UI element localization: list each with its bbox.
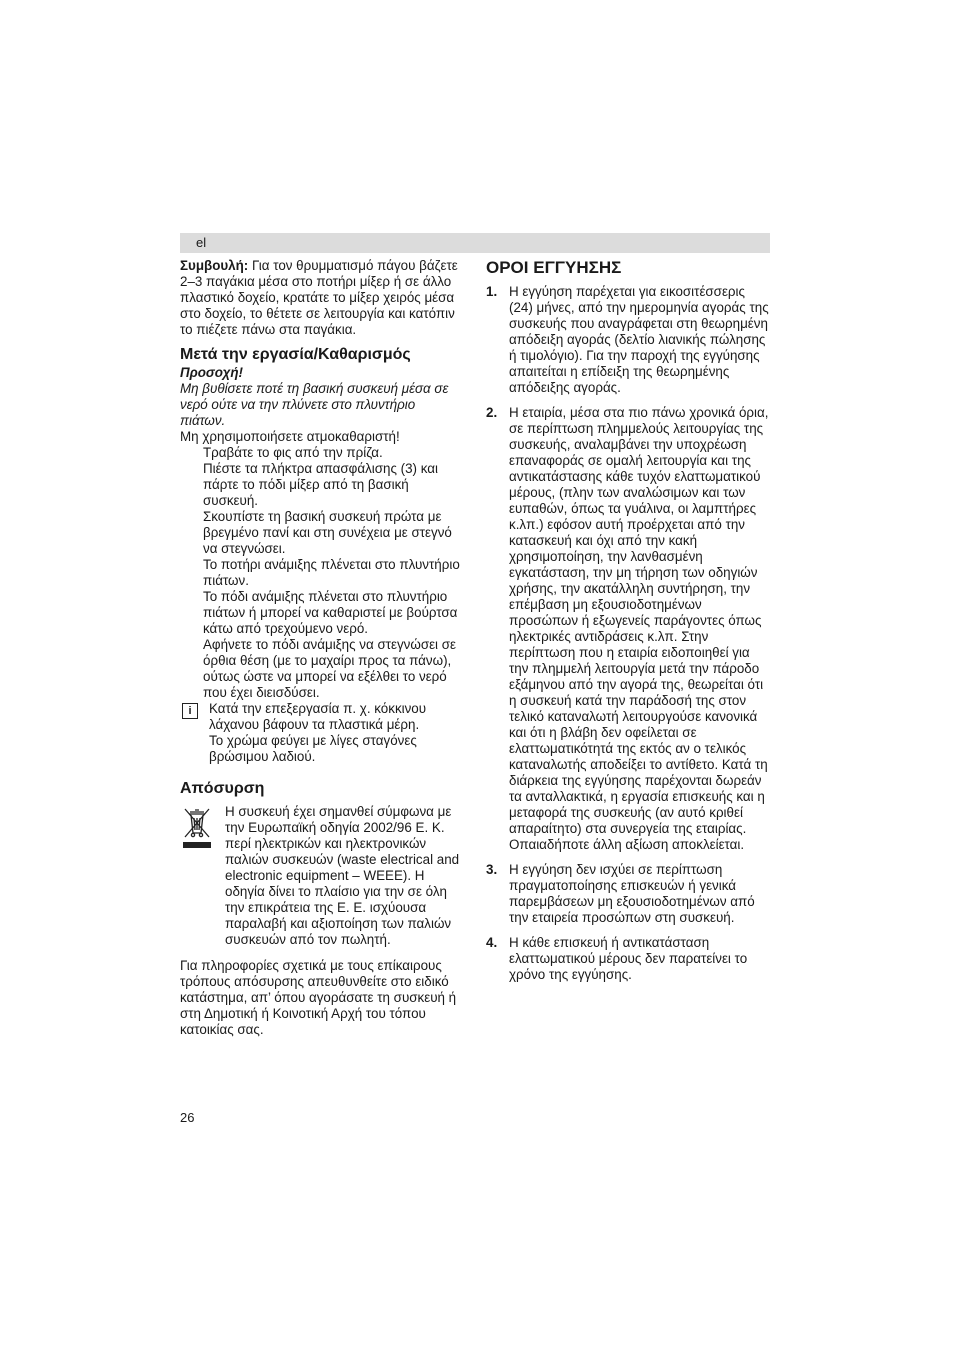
tip-text: Για τον θρυμματισμό πάγου βάζετε 2–3 παγάκια μέσα στο ποτήρι μίξερ ή σε άλλο πλαστικό δοχείο, κρατάτε το μίξερ χειρός μέσα στο δοχείο, το θέτετε σε λειτουργία και κατόπιν το πιέζετε πάνω στα παγάκια. xyxy=(180,258,458,337)
weee-note xyxy=(180,804,463,948)
item-number: 3. xyxy=(486,862,498,877)
cleaning-step: Πιέστε τα πλήκτρα απασφάλισης (3) και πάρτε το πόδι μίξερ από τη βασική συσκευή. xyxy=(203,461,438,508)
language-label: el xyxy=(196,235,207,250)
item-number: 2. xyxy=(486,405,498,420)
language-header-bar xyxy=(180,233,770,253)
list-item xyxy=(486,935,772,983)
item-number: 4. xyxy=(486,935,498,950)
list-item xyxy=(486,862,772,926)
item-text: Η εταιρία, μέσα στα πιο πάνω χρονικά όρια, σε περίπτωση πλημμελούς λειτουργίας της συσκευής, αναλαμβάνει την υποχρέωση επαναφοράς σε ομαλή λειτουργία και της αντικατάστασης κάθε τυχόν ελαττωματικού μέρους, (πλην των αναλώσιμων και των ευπαθών, όπως τα γυάλινα, οι λαμπτήρες κ.λπ.) εφόσον αυτή προέρχεται από την κατασκευή και όχι από την κακή χρησιμοποίηση, την λανθασμένη εγκατάσταση, την μη τήρηση των οδηγιών χρήσης, την ακατάλληλη συντήρηση, την επέμβαση μη εξουσιοδοτημένων προσώπων ή εξωγενείς παράγοντες όπως ηλεκτρικές αντιδράσεις κ.λπ. Στην περίπτωση που η εταιρία ειδοποιηθεί για την πλημμελή λειτουργία μετά την πάροδο εξάμηνου από την αγορά της, θεωρείται ότι η συσκευή κατά την παράδοσή της στον τελικό καταναλωτή λειτουργούσε κανονικά και ότι η βλάβη δεν οφείλεται σε ελαττωματικότητά της εκτός αν ο τελικός καταναλωτής αποδείξει το αντίθετο. Κατά τη διάρκεια της εγγύησης παρέχονται δωρεάν τα ανταλλακτικά, η εργασία επισκευής και η μεταφορά της συσκευής (αν αυτό κριθεί απαραίτητο) στα συνεργεία της εταιρίας. Οπαιαδήποτε άλλη αξίωση αποκλείεται. xyxy=(509,405,769,852)
disposal-info-text: Για πληροφορίες σχετικά με τους επίκαιρους τρόπους απόσυρσης απευθυνθείτε στο ειδικό κατάστημα, απ’ όπου αγοράσατε τη συσκευή ή στη Δημοτική ή Κοινοτική Αρχή του τόπου κατοικίας σας. xyxy=(180,958,457,1037)
info-icon: i xyxy=(182,703,198,719)
left-column xyxy=(180,258,463,1038)
warranty-terms-list xyxy=(486,284,772,983)
info-text: Κατά την επεξεργασία π. χ. κόκκινου λάχανου βάφουν τα πλαστικά μέρη. xyxy=(209,701,427,732)
item-text: Η εγγύηση δεν ισχύει σε περίπτωση πραγματοποίησης επισκευών ή γενικά παρεμβάσεων μη εξουσιοδοτημένων από την εταιρεία προσώπων στη συσκευή. xyxy=(509,862,755,925)
item-number: 1. xyxy=(486,284,498,299)
list-item xyxy=(486,405,772,853)
tip-paragraph xyxy=(180,258,463,338)
page-number: 26 xyxy=(180,1110,195,1125)
cleaning-step: Το πόδι ανάμιξης πλένεται στο πλυντήριο πιάτων ή μπορεί να καθαριστεί με βούρτσα κάτω από τρεχούμενο νερό. xyxy=(203,589,458,636)
disposal-heading: Απόσυρση xyxy=(180,780,265,797)
cleaning-heading: Μετά την εργασία/Καθαρισμός xyxy=(180,346,411,363)
cleaning-step: Αφήνετε το πόδι ανάμιξης να στεγνώσει σε όρθια θέση (με το μαχαίρι προς τα πάνω), ούτως ώστε να μπορεί να εξέλθει το νερό που έχει διεισδύσει. xyxy=(203,637,456,700)
item-text: Η εγγύηση παρέχεται για εικοσιτέσσερις (24) μήνες, από την ημερομηνία αγοράς της συσκευής που αναγράφεται στη θεωρημένη απόδειξη αγοράς (δελτίο λιανικής πώλησης ή τιμολόγιο). Για την παροχή της εγγύησης απαιτείται η επίδειξη της θεωρημένης απόδειξης αγοράς. xyxy=(509,284,769,395)
info-text: Το χρώμα φεύγει με λίγες σταγόνες βρώσιμου λαδιού. xyxy=(209,733,417,764)
warranty-heading: ΟΡΟΙ ΕΓΓΥΗΣΗΣ xyxy=(486,258,622,277)
crossed-out-bin-icon xyxy=(182,806,212,850)
info-note xyxy=(180,701,463,765)
list-item xyxy=(486,284,772,396)
caution-text: Μη βυθίσετε ποτέ τη βασική συσκευή μέσα σε νερό ούτε να την πλύνετε στο πλυντήριο πιάτων. xyxy=(180,381,449,428)
caution-label: Προσοχή! xyxy=(180,365,243,380)
right-column xyxy=(486,258,772,992)
weee-text: Η συσκευή έχει σημανθεί σύμφωνα με την Ευρωπαϊκή οδηγία 2002/96 Ε. Κ. περί ηλεκτρικών και ηλεκτρονικών παλιών συσκευών (waste electrical and electronic equipment – WEEE). Η οδηγία δίνει το πλαίσιο για την σε όλη την επικράτεια της Ε. Ε. ισχύουσα παραλαβή και αξιοποίηση των παλιών συσκευών από τον πωλητή. xyxy=(225,804,460,947)
cleaning-step: Το ποτήρι ανάμιξης πλένεται στο πλυντήριο πιάτων. xyxy=(203,557,460,588)
no-steam-cleaner-note: Μη χρησιμοποιήσετε ατμοκαθαριστή! xyxy=(180,429,400,444)
cleaning-step: Σκουπίστε τη βασική συσκευή πρώτα με βρεγμένο πανί και στη συνέχεια με στεγνό να στεγνώσει. xyxy=(203,509,452,556)
cleaning-step: Τραβάτε το φις από την πρίζα. xyxy=(203,445,383,460)
tip-label: Συμβουλή: xyxy=(180,258,249,273)
item-text: Η κάθε επισκευή ή αντικατάσταση ελαττωματικού μέρους δεν παρατείνει το χρόνο της εγγύησης. xyxy=(509,935,748,982)
